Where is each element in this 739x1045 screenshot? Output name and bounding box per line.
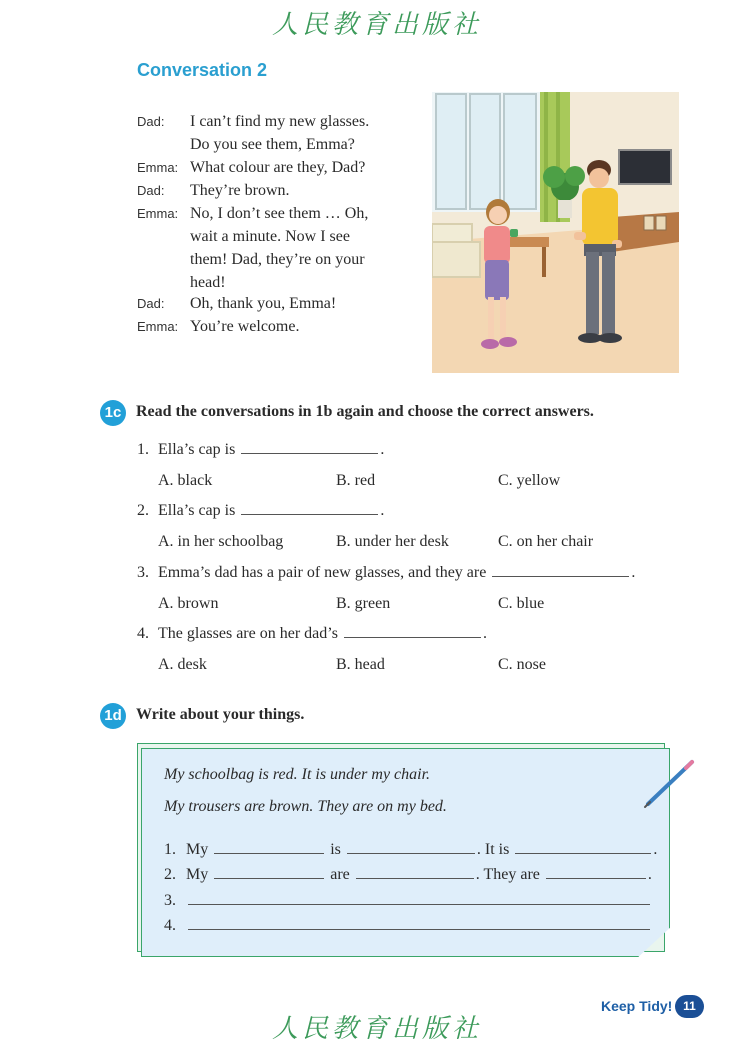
question-end: . xyxy=(380,502,385,519)
option-b[interactable]: B. red xyxy=(336,472,376,489)
line-end: . xyxy=(647,866,652,883)
question-number: 2. xyxy=(137,502,149,519)
write-line-1 xyxy=(164,841,657,859)
dialogue-line xyxy=(137,292,336,315)
answer-blank[interactable] xyxy=(344,636,481,638)
write-blank[interactable] xyxy=(214,877,324,879)
section-badge-1c: 1c xyxy=(100,400,126,426)
question-number: 4. xyxy=(137,625,149,642)
line-word: My xyxy=(186,841,209,858)
dialogue-text: No, I don’t see them … Oh, xyxy=(190,205,369,222)
dialogue-text: You’re welcome. xyxy=(190,318,300,335)
page-number: 11 xyxy=(675,995,704,1018)
option-c[interactable]: C. blue xyxy=(498,595,545,612)
instruction-1d: Write about your things. xyxy=(136,706,305,723)
line-number: 2. xyxy=(164,866,176,883)
option-c[interactable]: C. yellow xyxy=(498,472,561,489)
dialogue-text: Do you see them, Emma? xyxy=(190,136,355,153)
example-sentence-2: My trousers are brown. They are on my bed. xyxy=(164,798,447,815)
option-a[interactable]: A. brown xyxy=(158,595,219,612)
speaker-label: Dad: xyxy=(137,296,165,311)
write-blank[interactable] xyxy=(546,877,646,879)
question-text: Ella’s cap is xyxy=(158,441,236,458)
line-word: . They are xyxy=(475,866,540,883)
option-a[interactable]: A. black xyxy=(158,472,213,489)
option-b[interactable]: B. green xyxy=(336,595,391,612)
dialogue-line xyxy=(137,156,365,179)
question-end: . xyxy=(631,564,636,581)
dialogue-text: What colour are they, Dad? xyxy=(190,159,366,176)
option-b[interactable]: B. head xyxy=(336,656,385,673)
option-c[interactable]: C. on her chair xyxy=(498,533,594,550)
dialogue-text: They’re brown. xyxy=(190,182,290,199)
dialogue-text: Oh, thank you, Emma! xyxy=(190,295,337,312)
question-end: . xyxy=(380,441,385,458)
write-blank[interactable] xyxy=(347,852,475,854)
question-end: . xyxy=(482,625,487,642)
example-sentence-1: My schoolbag is red. It is under my chair. xyxy=(164,766,431,783)
write-line-3 xyxy=(164,892,652,910)
dialogue-line xyxy=(137,202,368,225)
line-number: 3. xyxy=(164,892,176,909)
instruction-1c: Read the conversations in 1b again and choose the correct answers. xyxy=(136,403,594,420)
line-number: 1. xyxy=(164,841,176,858)
line-word: My xyxy=(186,866,209,883)
question-1 xyxy=(137,441,384,459)
write-line-4 xyxy=(164,917,652,935)
question-2 xyxy=(137,502,384,520)
line-number: 4. xyxy=(164,917,176,934)
speaker-label: Dad: xyxy=(137,183,165,198)
dialogue-line xyxy=(137,315,299,338)
write-blank[interactable] xyxy=(356,877,474,879)
dialogue-text: wait a minute. Now I see xyxy=(190,228,350,245)
speaker-label: Dad: xyxy=(137,114,165,129)
question-3 xyxy=(137,564,635,582)
speaker-label: Emma: xyxy=(137,160,179,175)
option-a[interactable]: A. in her schoolbag xyxy=(158,533,284,550)
conversation-title: Conversation 2 xyxy=(137,60,268,80)
publisher-watermark-top: 人民教育出版社 xyxy=(272,10,483,40)
living-room-illustration xyxy=(432,92,679,373)
answer-blank[interactable] xyxy=(241,452,378,454)
question-text: Ella’s cap is xyxy=(158,502,236,519)
line-word: is xyxy=(330,841,341,858)
publisher-watermark-bottom: 人民教育出版社 xyxy=(272,1014,483,1044)
dialogue-text: I can’t find my new glasses. xyxy=(190,113,370,130)
line-end: . xyxy=(653,841,658,858)
write-blank[interactable] xyxy=(188,903,650,905)
question-number: 3. xyxy=(137,564,149,581)
dialogue-text: head! xyxy=(190,274,226,291)
answer-blank[interactable] xyxy=(492,575,629,577)
unit-title: Keep Tidy! xyxy=(601,998,673,1014)
line-word: are xyxy=(330,866,350,883)
write-blank[interactable] xyxy=(188,928,650,930)
pencil-icon xyxy=(640,758,696,810)
option-b[interactable]: B. under her desk xyxy=(336,533,449,550)
dialogue-text: them! Dad, they’re on your xyxy=(190,251,365,268)
option-a[interactable]: A. desk xyxy=(158,656,207,673)
question-text: The glasses are on her dad’s xyxy=(158,625,338,642)
speaker-label: Emma: xyxy=(137,319,179,334)
speaker-label: Emma: xyxy=(137,206,179,221)
dialogue-line xyxy=(137,179,290,202)
dialogue-line xyxy=(137,110,369,133)
write-line-2 xyxy=(164,866,652,884)
section-badge-1d: 1d xyxy=(100,703,126,729)
line-word: . It is xyxy=(476,841,510,858)
write-blank[interactable] xyxy=(214,852,324,854)
question-4 xyxy=(137,625,487,643)
write-blank[interactable] xyxy=(515,852,651,854)
question-text: Emma’s dad has a pair of new glasses, and they are xyxy=(158,564,487,581)
answer-blank[interactable] xyxy=(241,513,378,515)
option-c[interactable]: C. nose xyxy=(498,656,546,673)
question-number: 1. xyxy=(137,441,149,458)
